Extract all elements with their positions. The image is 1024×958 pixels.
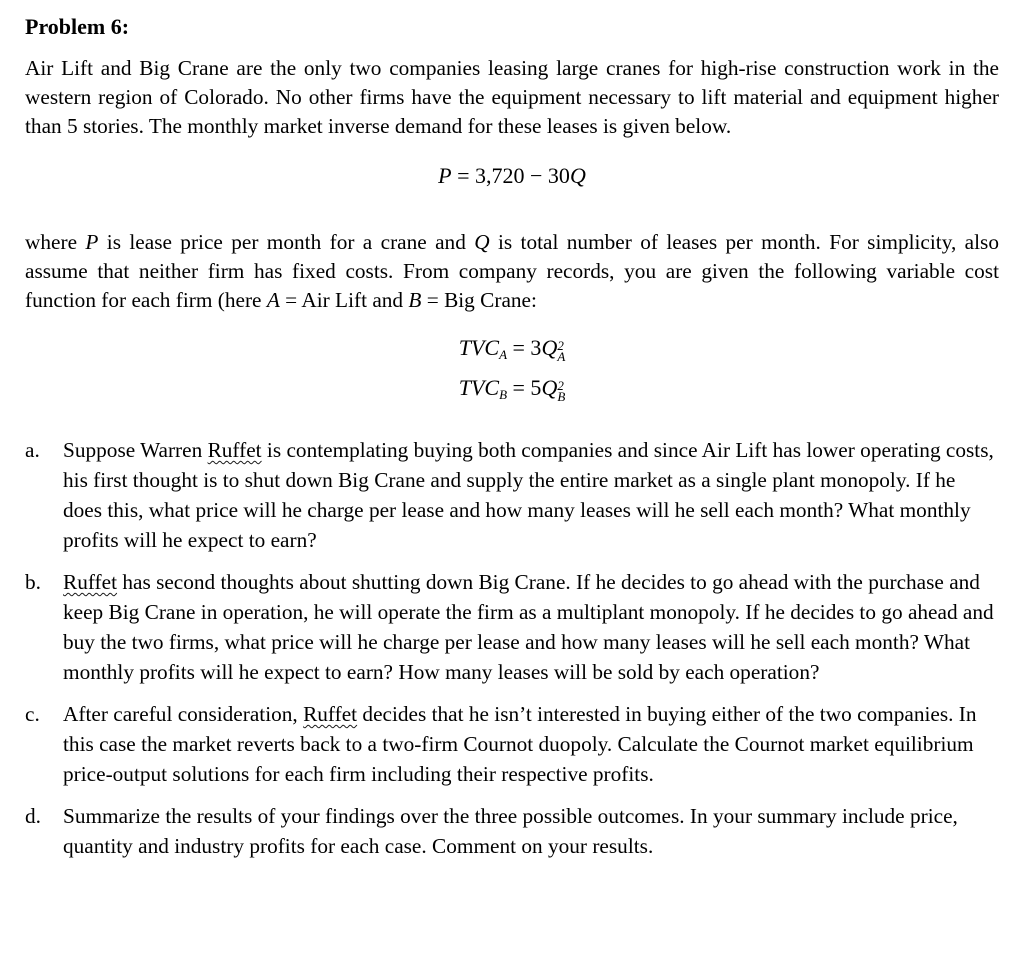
question-a-text-1: Suppose Warren <box>63 438 208 462</box>
tvc-a-eq: = 3 <box>507 335 542 360</box>
where-var-q: Q <box>474 230 490 254</box>
question-c <box>25 699 999 789</box>
question-b-label: b. <box>25 570 41 594</box>
tvc-b-qsub: B <box>557 389 566 404</box>
problem-document <box>25 12 999 873</box>
question-d <box>25 801 999 861</box>
question-a-label: a. <box>25 438 40 462</box>
where-text-1: where <box>25 230 86 254</box>
where-var-p: P <box>85 230 99 254</box>
where-text-3: is total number of leases per month. For simplicity, also assume that neither firm has fixed costs. From company records, you are given the following variable cost function for each firm (here <box>25 230 999 312</box>
question-c-label: c. <box>25 702 40 726</box>
where-text-4: = Air Lift and <box>279 288 409 312</box>
tvc-b-sub: B <box>499 387 508 402</box>
where-text-5: = Big Crane: <box>421 288 537 312</box>
question-c-text-2: decides that he isn’t interested in buying either of the two companies. In this case the market reverts back to a two-firm Cournot duopoly. Calculate the Cournot market equilibrium price-output solutions for each firm including their respective profits. <box>63 702 977 786</box>
question-c-text-1: After careful consideration, <box>63 702 304 726</box>
spelling-flag-ruffet: Ruffet <box>207 438 262 462</box>
question-d-text: Summarize the results of your findings over the three possible outcomes. In your summary include price, quantity and industry profits for each case. Comment on your results. <box>63 804 958 858</box>
question-a-text-2: is contemplating buying both companies and since Air Lift has lower operating costs, his first thought is to shut down Big Crane and supply the entire market as a single plant monopoly. If he does this, what price will he charge per lease and how many leases will he sell each month? What monthly profits will he expect to earn? <box>63 438 994 552</box>
where-var-b: B <box>408 288 422 312</box>
question-a <box>25 435 999 555</box>
tvc-b-equation <box>25 371 999 411</box>
tvc-a-qsub: A <box>557 349 566 364</box>
spelling-flag-ruffet: Ruffet <box>303 702 358 726</box>
where-text-2: is lease price per month for a crane and <box>98 230 475 254</box>
question-d-label: d. <box>25 804 41 828</box>
where-var-a: A <box>266 288 280 312</box>
demand-equation <box>25 161 999 191</box>
spelling-flag-ruffet: Ruffet <box>63 570 118 594</box>
tvc-a-equation <box>25 331 999 371</box>
tvc-a-sup: 2 <box>557 338 564 353</box>
tvc-b-eq: = 5 <box>507 375 542 400</box>
tvc-b-sup: 2 <box>557 378 564 393</box>
demand-eq-rhs: = 3,720 − 30 <box>451 163 570 188</box>
cost-functions <box>25 331 999 411</box>
problem-title: Problem 6: <box>25 14 130 39</box>
tvc-a-q: Q <box>541 335 558 360</box>
intro-paragraph: Air Lift and Big Crane are the only two companies leasing large cranes for high-rise construction work in the western region of Colorado. No other firms have the equipment necessary to lift material and equipment higher than 5 stories. The monthly market inverse demand for these leases is given below. <box>25 56 999 138</box>
tvc-b-q: Q <box>541 375 558 400</box>
demand-eq-lhs: P <box>438 163 452 188</box>
demand-eq-q: Q <box>569 163 586 188</box>
question-b <box>25 567 999 687</box>
question-b-text-2: has second thoughts about shutting down Big Crane. If he decides to go ahead with the purchase and keep Big Crane in operation, he will operate the firm as a multiplant monopoly. If he decides to go ahead and buy the two firms, what price will he charge per lease and how many leases will he sell each month? What monthly profits will he expect to earn? How many leases will be sold by each operation? <box>63 570 994 684</box>
where-paragraph <box>25 228 999 315</box>
tvc-b-name: TVC <box>458 375 500 400</box>
tvc-a-sub: A <box>499 347 508 362</box>
tvc-a-name: TVC <box>458 335 500 360</box>
